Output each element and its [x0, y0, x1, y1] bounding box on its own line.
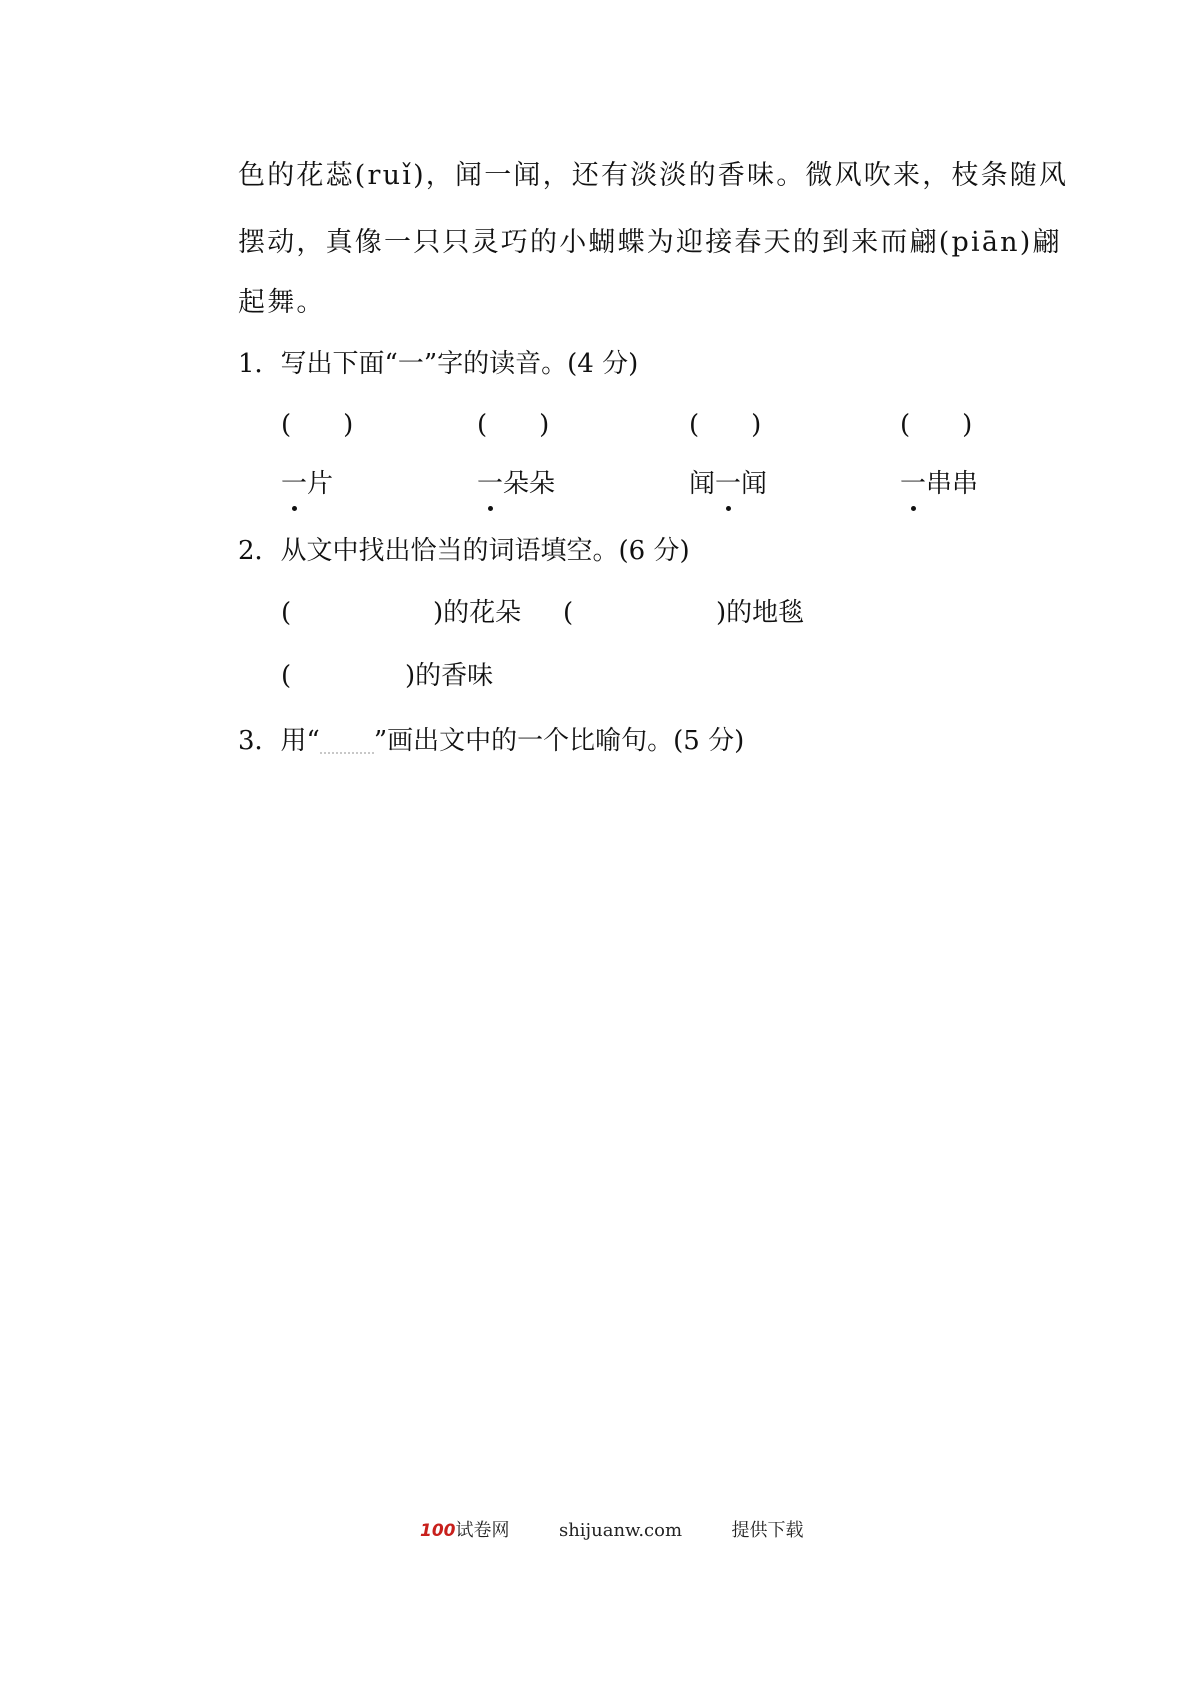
question-3-prompt: 3．用“ ”画出文中的一个比喻句。(5 分) — [238, 726, 745, 756]
q1-word-3-dotted-char: 一 — [715, 469, 742, 499]
q1-word-2-dotted-char: 一 — [477, 469, 504, 499]
q2-blank-1-open[interactable]: ( — [281, 598, 292, 628]
q1-answer-paren-1[interactable]: ( ) — [281, 410, 354, 440]
site-url[interactable]: shijuanw.com — [558, 1520, 683, 1541]
q1-word-4-dotted-char: 一 — [900, 469, 927, 499]
q1-answer-paren-3[interactable]: ( ) — [689, 410, 762, 440]
passage-line-3: 起舞。 — [238, 287, 326, 318]
q1-word-1-dotted-char: 一 — [281, 469, 308, 499]
question-1-prompt: 1．写出下面“一”字的读音。(4 分) — [238, 349, 639, 379]
passage-line-2: 摆动，真像一只只灵巧的小蝴蝶为迎接春天的到来而翩(piān)翩 — [238, 227, 1062, 258]
q2-blank-3-open[interactable]: ( — [281, 661, 292, 691]
q1-answer-paren-4[interactable]: ( ) — [900, 410, 973, 440]
q2-blank-2-open[interactable]: ( — [563, 598, 574, 628]
q2-blank-3-close: )的香味 — [405, 661, 494, 691]
question-2-prompt: 2．从文中找出恰当的词语填空。(6 分) — [238, 536, 690, 566]
q1-word-1: 一片 — [281, 469, 334, 499]
q2-blank-2-close: )的地毯 — [716, 598, 805, 628]
site-name: 试卷网 — [455, 1520, 510, 1541]
q1-word-4: 一串串 — [900, 469, 979, 499]
q1-answer-paren-2[interactable]: ( ) — [477, 410, 550, 440]
q1-word-3: 闻一闻 — [689, 469, 768, 499]
q2-blank-1-close: )的花朵 — [433, 598, 522, 628]
footer-tagline: 提供下载 — [731, 1520, 804, 1541]
footer — [420, 1522, 804, 1540]
wavy-line-marker — [320, 734, 374, 754]
site-logo: 100 — [420, 1521, 456, 1541]
passage-line-1: 色的花蕊(ruǐ)，闻一闻，还有淡淡的香味。微风吹来，枝条随风 — [238, 160, 1069, 191]
q1-word-2: 一朵朵 — [477, 469, 556, 499]
